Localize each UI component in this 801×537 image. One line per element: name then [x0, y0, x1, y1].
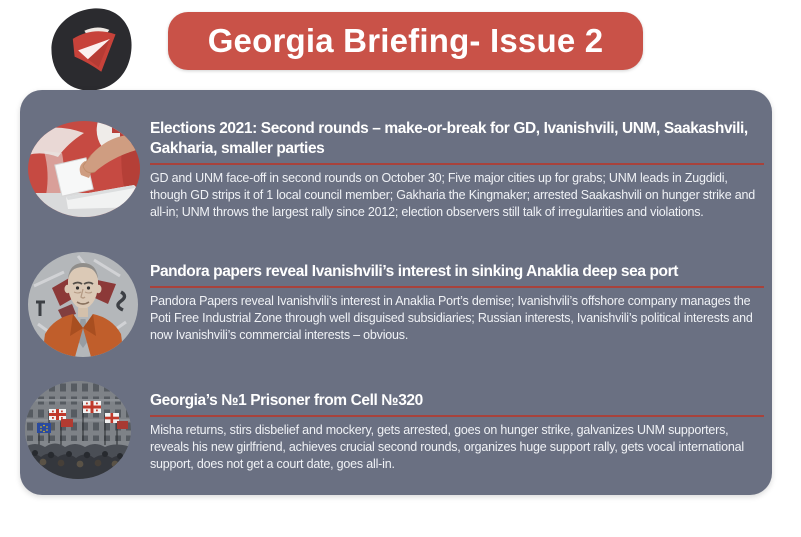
news-body: Misha returns, stirs disbelief and mockery, gets arrested, goes on hunger strike, galvanizes UNM supporters, reveals his new girlfriend, achieves crucial second rounds, organizes huge support rally, gets vocal international support, does not get a court date, goes all-in.	[150, 422, 744, 471]
protest-rally-photo	[25, 381, 131, 479]
news-body: Pandora Papers reveal Ivanishvili’s interest in Anaklia Port’s demise; Ivanishvili’s offshore company manages the Poti Free Industrial Zone through well disguised subsidiaries; Russian interests, Ivanishvili’s political interests and now Ivanishvili’s commercial interests – obvious.	[150, 293, 753, 342]
briefing-card	[20, 90, 772, 495]
title-divider	[150, 415, 764, 417]
news-item-1	[150, 119, 764, 221]
news-item-3	[150, 391, 764, 473]
news-title: Elections 2021: Second rounds – make-or-break for GD, Ivanishvili, UNM, Saakashvili, Gakharia, smaller parties	[150, 120, 748, 157]
title-divider	[150, 163, 764, 165]
news-title: Pandora papers reveal Ivanishvili’s interest in sinking Anaklia deep sea port	[150, 263, 678, 280]
issue-banner	[168, 12, 643, 70]
news-item-2	[150, 262, 764, 344]
publisher-logo	[47, 5, 136, 89]
title-divider	[150, 286, 764, 288]
ivanishvili-caricature-photo	[28, 252, 138, 357]
ballot-box-photo	[28, 121, 140, 217]
paper-plane-logo-icon	[47, 5, 136, 94]
issue-title: Georgia Briefing- Issue 2	[207, 22, 604, 59]
news-title: Georgia’s №1 Prisoner from Cell №320	[150, 392, 423, 409]
news-body: GD and UNM face-off in second rounds on October 30; Five major cities up for grabs; UNM leads in Zugdidi, though GD strips it of 1 local council member; Gakharia the Kingmaker; arrested Saakashvili on hunger strike and all-in; UNM throws the largest rally since 2012; election observers still talk of irregularities and violations.	[150, 170, 755, 219]
